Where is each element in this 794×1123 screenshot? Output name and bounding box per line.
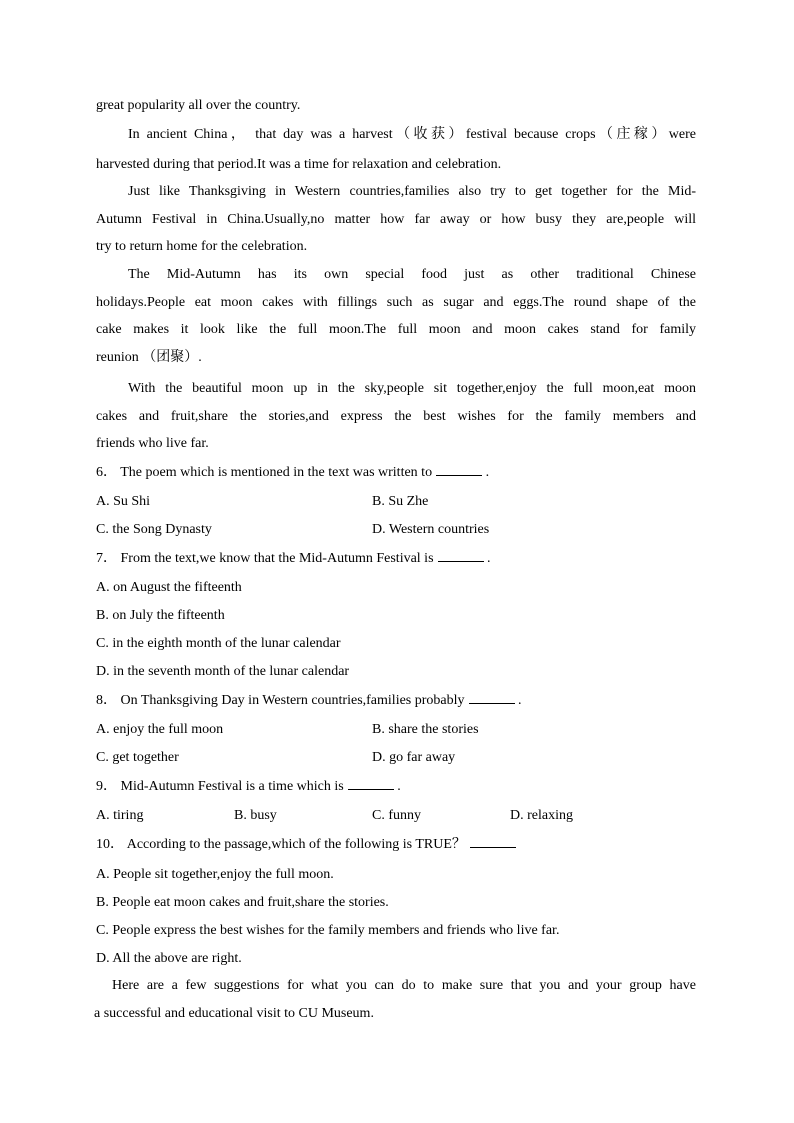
passage-line: great popularity all over the country. <box>96 98 301 113</box>
passage-line: cakes and fruit,share the stories,and express the best wishes for the family members and <box>96 409 696 424</box>
question-stem-text: 9． Mid-Autumn Festival is a time which is <box>96 779 344 794</box>
passage-line: holidays.People eat moon cakes with fillings such as sugar and eggs.The round shape of the <box>96 295 696 310</box>
option-c[interactable]: C. get together <box>96 750 179 765</box>
option-b[interactable]: B. Su Zhe <box>372 494 429 509</box>
question-stem-text: 10． According to the passage,which of the following is TRUE？ <box>96 837 466 852</box>
question-stem-end: . <box>485 465 490 480</box>
answer-blank[interactable] <box>348 777 394 790</box>
option-c[interactable]: C. funny <box>372 808 421 823</box>
option-d[interactable]: D. Western countries <box>372 522 490 537</box>
question-10-stem <box>96 835 516 855</box>
passage-line: harvested during that period.It was a time for relaxation and celebration. <box>96 157 502 172</box>
option-d[interactable]: D. go far away <box>372 750 456 765</box>
option-c[interactable]: C. the Song Dynasty <box>96 522 212 537</box>
passage-line: Just like Thanksgiving in Western countries,families also try to get together for the Mid- <box>128 184 696 199</box>
question-9-stem <box>96 777 401 797</box>
passage-line: a successful and educational visit to CU Museum. <box>94 1006 374 1021</box>
question-7-stem <box>96 549 491 569</box>
passage-line: With the beautiful moon up in the sky,people sit together,enjoy the full moon,eat moon <box>128 381 696 396</box>
passage-line: reunion （团聚）. <box>96 350 202 365</box>
option-d[interactable]: D. in the seventh month of the lunar calendar <box>96 664 350 679</box>
passage-line: In ancient China， that day was a harvest（收获）festival because crops（庄稼）were <box>128 127 696 142</box>
passage-line: try to return home for the celebration. <box>96 239 308 254</box>
option-a[interactable]: A. on August the fifteenth <box>96 580 242 595</box>
answer-blank[interactable] <box>469 691 515 704</box>
option-b[interactable]: B. on July the fifteenth <box>96 608 225 623</box>
question-8-stem <box>96 691 522 711</box>
option-a[interactable]: A. Su Shi <box>96 494 151 509</box>
option-c[interactable]: C. People express the best wishes for the family members and friends who live far. <box>96 923 560 938</box>
question-6-stem <box>96 463 489 483</box>
option-a[interactable]: A. tiring <box>96 808 144 823</box>
question-stem-text: 8． On Thanksgiving Day in Western countries,families probably <box>96 693 465 708</box>
option-a[interactable]: A. People sit together,enjoy the full moon. <box>96 867 334 882</box>
option-d[interactable]: D. relaxing <box>510 808 573 823</box>
answer-blank[interactable] <box>436 463 482 476</box>
answer-blank[interactable] <box>438 549 484 562</box>
question-stem-end: . <box>397 779 401 794</box>
option-b[interactable]: B. People eat moon cakes and fruit,share the stories. <box>96 895 389 910</box>
option-b[interactable]: B. busy <box>234 808 277 823</box>
passage-line: Autumn Festival in China.Usually,no matter how far away or how busy they are,people will <box>96 212 696 227</box>
passage-line: The Mid-Autumn has its own special food just as other traditional Chinese <box>128 267 696 282</box>
option-d[interactable]: D. All the above are right. <box>96 951 242 966</box>
option-a[interactable]: A. enjoy the full moon <box>96 722 224 737</box>
option-c[interactable]: C. in the eighth month of the lunar calendar <box>96 636 341 651</box>
option-b[interactable]: B. share the stories <box>372 722 479 737</box>
question-stem-end: . <box>487 551 491 566</box>
question-stem-text: 7． From the text,we know that the Mid-Autumn Festival is <box>96 551 434 566</box>
passage-line: cake makes it look like the full moon.The full moon and moon cakes stand for family <box>96 322 696 337</box>
passage-line: friends who live far. <box>96 436 209 451</box>
answer-blank[interactable] <box>470 835 516 848</box>
question-stem-end: . <box>518 693 522 708</box>
question-stem-text: 6． The poem which is mentioned in the text was written to <box>96 465 433 480</box>
passage-line: Here are a few suggestions for what you can do to make sure that you and your group have <box>112 978 696 993</box>
